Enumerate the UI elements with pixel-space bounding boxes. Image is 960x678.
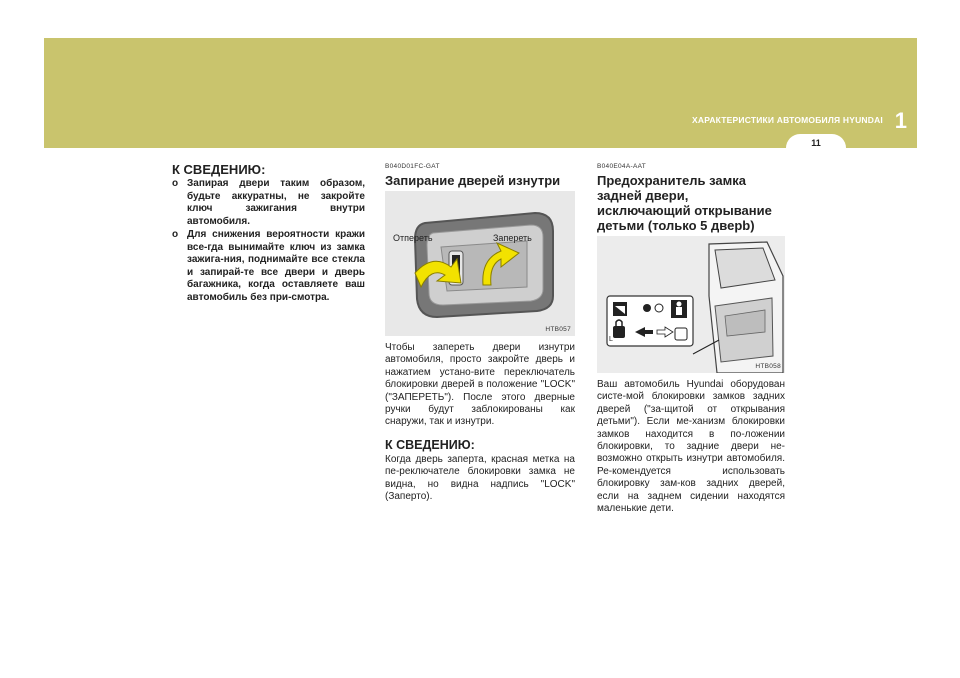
caution-heading: К СВЕДЕНИЮ: [385, 437, 475, 452]
warning-heading: К СВЕДЕНИЮ: [172, 162, 266, 177]
child-lock-figure [597, 236, 785, 373]
section-title: Запирание дверей изнутри [385, 173, 561, 188]
rear-door-illustration [597, 236, 785, 373]
figure-code: HTB057 [545, 326, 571, 333]
chapter-header-band [44, 38, 917, 148]
warning-list [172, 178, 365, 304]
bullet: o [172, 178, 179, 189]
warning-item [172, 229, 365, 304]
warning-item-text: Для снижения вероятности кражи все-гда вынимайте ключ из замка зажига-ния, поднимайте все стекла и запирай-те все двери и дверь багажника, когда оставляете ваш автомобиль без при-смотра. [187, 229, 365, 303]
lock-label: Запереть [493, 233, 532, 243]
unlock-label: Отпереть [393, 233, 433, 243]
section-body: Чтобы запереть двери изнутри автомобиля, просто закройте дверь и нажатием устано-вите переключатель блокировки дверей в положение "LOCK" ("ЗАПЕРЕТЬ"). После этого дверные ручки будут заблокированы как снаружи, так и изнутри. [385, 342, 575, 428]
bullet: o [172, 229, 179, 240]
chapter-title: ХАРАКТЕРИСТИКИ АВТОМОБИЛЯ HYUNDAI [691, 115, 883, 125]
warning-item [172, 178, 365, 228]
door-handle-figure [385, 191, 575, 336]
chapter-number: 1 [894, 108, 907, 133]
door-handle-illustration [385, 191, 575, 336]
child-lock-section [597, 162, 785, 515]
section-code: B040D01FC-GAT [385, 163, 440, 170]
section-title: Предохранитель замка задней двери, исключающий открывание детьми (только 5 дверb) [597, 173, 772, 233]
warning-column [172, 162, 365, 305]
lock-inside-section [385, 162, 575, 503]
section-body: Ваш автомобиль Hyundai оборудован систе-мой блокировки замков задних дверей ("за-щитой от открывания детьми"). Если ме-ханизм блокировки замков находится в по-ложении блокировки, то задние двери не-возможно открыть изнутри автомобиля. Ре-комендуется использовать блокировку зам-ков задних дверей, если на заднем сидении находятся маленькие дети. [597, 379, 785, 515]
lock-position-l: L [609, 336, 613, 343]
page-number: 11 [811, 138, 821, 148]
figure-code: HTB058 [755, 363, 781, 370]
section-code: B040E04A-AAT [597, 163, 647, 170]
caution-body: Когда дверь заперта, красная метка на пе-реключателе блокировки замка не видна, но видна надпись "LOCK" (Заперто). [385, 453, 575, 503]
warning-item-text: Запирая двери таким образом, будьте аккуратны, не закройте ключ зажигания внутри автомобиля. [187, 178, 365, 227]
